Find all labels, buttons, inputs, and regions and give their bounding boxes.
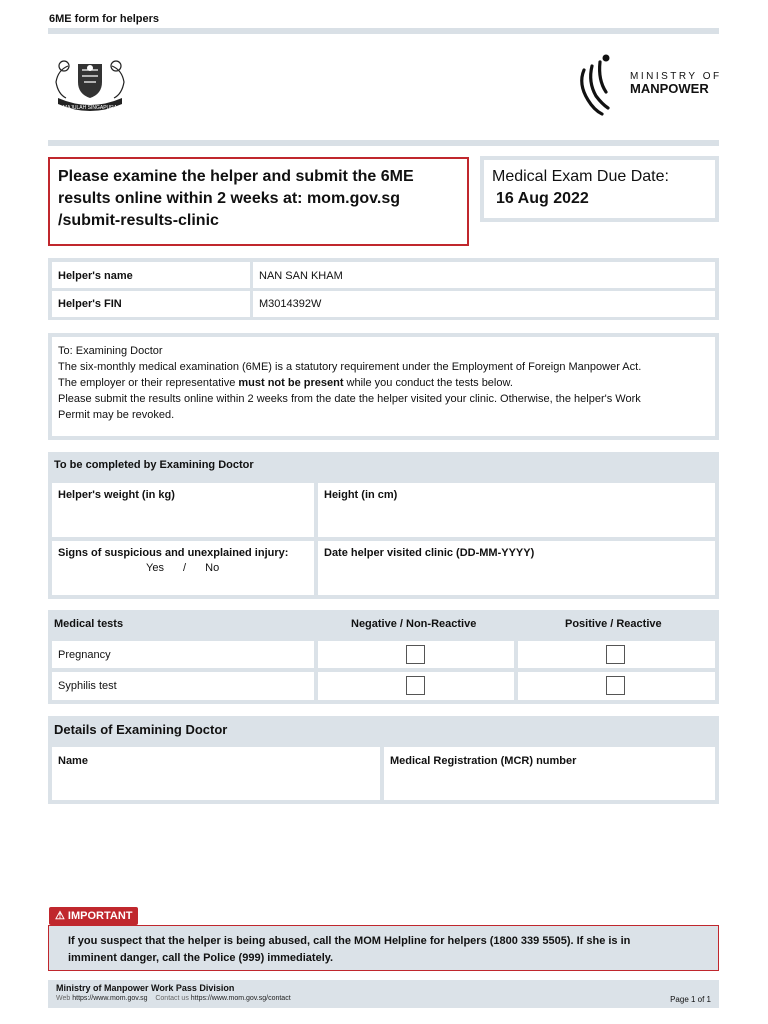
injury-no-option[interactable]: No (205, 562, 220, 574)
doctor-instructions (48, 333, 719, 440)
syphilis-positive-checkbox[interactable] (606, 676, 625, 695)
footer-contacts (56, 995, 711, 1002)
instructions-line-2: The employer or their representative must not be present while you conduct the tests below. (58, 377, 513, 389)
height-field[interactable]: Height (in cm) (318, 483, 715, 537)
form-title: 6ME form for helpers (49, 13, 160, 25)
examining-doctor-details (48, 716, 719, 804)
doctor-name-field[interactable]: Name (52, 747, 380, 800)
logo-line-1: MINISTRY OF (630, 71, 720, 82)
important-tag: ⚠ IMPORTANT (49, 907, 138, 925)
pregnancy-positive-cell (518, 641, 715, 668)
singapore-crest-logo (48, 52, 132, 116)
helper-fin-label: Helper's FIN (52, 291, 250, 317)
syphilis-negative-cell (318, 672, 514, 700)
mcr-number-field[interactable]: Medical Registration (MCR) number (384, 747, 715, 800)
syphilis-positive-cell (518, 672, 715, 700)
important-notice (48, 925, 719, 971)
injury-option-separator: / (183, 562, 187, 574)
pregnancy-negative-cell (318, 641, 514, 668)
footer-contact-link[interactable]: https://www.mom.gov.sg/contact (190, 995, 291, 1002)
weight-field[interactable]: Helper's weight (in kg) (52, 483, 314, 537)
helper-fin-value: M3014392W (253, 291, 715, 317)
medical-tests-table (48, 610, 719, 704)
logo-line-2: MANPOWER (630, 81, 709, 96)
doctor-completion-section (48, 452, 719, 599)
notice-line-3: /submit-results-clinic (58, 212, 219, 229)
must-not-be-present: must not be present (238, 377, 344, 389)
notice-line-1: Please examine the helper and submit the 6ME (58, 168, 414, 185)
due-date-value: 16 Aug 2022 (496, 190, 589, 207)
pregnancy-positive-checkbox[interactable] (606, 645, 625, 664)
tests-header: Medical tests (54, 618, 124, 630)
syphilis-negative-checkbox[interactable] (406, 676, 425, 695)
helper-name-label: Helper's name (52, 262, 250, 288)
doctor-section-title: To be completed by Examining Doctor (54, 459, 254, 471)
negative-header: Negative / Non-Reactive (351, 618, 477, 630)
due-date-label: Medical Exam Due Date: (492, 168, 669, 185)
test-name-pregnancy: Pregnancy (52, 641, 314, 668)
injury-field (52, 541, 314, 595)
helper-info-table (48, 258, 719, 320)
top-divider (48, 28, 719, 34)
crest-motto: MAJULAH SINGAPURA (62, 105, 118, 111)
instructions-to: To: Examining Doctor (58, 345, 163, 357)
footer-web-label: Web (56, 995, 71, 1002)
important-line-2: imminent danger, call the Police (999) immediately. (68, 952, 334, 964)
due-date-box (480, 156, 719, 222)
instructions-line-4: Permit may be revoked. (58, 409, 175, 421)
injury-yes-option[interactable]: Yes (146, 562, 164, 574)
examiner-title: Details of Examining Doctor (54, 722, 228, 737)
instructions-line-1: The six-monthly medical examination (6ME) is a statutory requirement under the Employment of Foreign Manpower Act. (58, 361, 642, 373)
footer-contact-label: Contact us (155, 995, 189, 1002)
page-footer (48, 980, 719, 1008)
visit-date-field[interactable]: Date helper visited clinic (DD-MM-YYYY) (318, 541, 715, 595)
submission-notice (48, 157, 469, 246)
test-name-syphilis: Syphilis test (52, 672, 314, 700)
header-divider (48, 140, 719, 146)
instructions-line-3: Please submit the results online within 2 weeks from the date the helper visited your clinic. Otherwise, the helper's Work (58, 393, 641, 405)
injury-label: Signs of suspicious and unexplained injury: (58, 547, 289, 559)
footer-org: Ministry of Manpower Work Pass Division (56, 983, 235, 993)
page-number: Page 1 of 1 (670, 995, 711, 1004)
pregnancy-negative-checkbox[interactable] (406, 645, 425, 664)
ministry-of-manpower-logo (570, 50, 720, 122)
important-line-1: If you suspect that the helper is being abused, call the MOM Helpline for helpers (1800 339 5505). If she is in (68, 935, 631, 947)
notice-line-2: results online within 2 weeks at: mom.gov.sg (58, 190, 400, 207)
positive-header: Positive / Reactive (565, 618, 662, 630)
helper-name-value: NAN SAN KHAM (253, 262, 715, 288)
footer-web-link[interactable]: https://www.mom.gov.sg (72, 995, 148, 1002)
